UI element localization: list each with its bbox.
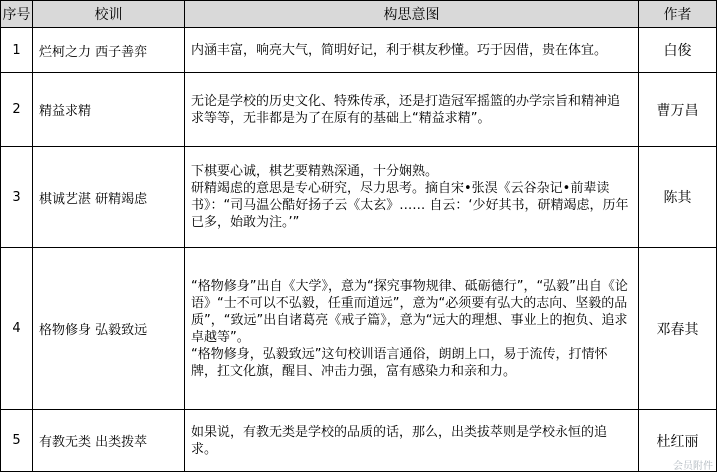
header-concept: 构思意图 <box>185 1 639 28</box>
row-author: 邓春其 <box>639 248 717 410</box>
row-concept <box>185 248 639 410</box>
row-motto: 烂柯之力 西子善弈 <box>33 28 185 73</box>
header-motto: 校训 <box>33 1 185 28</box>
row-index: 4 <box>1 248 33 410</box>
row-index: 2 <box>1 73 33 147</box>
concept-paragraph: 研精竭虑的意思是专心研究，尽力思考。摘自宋•张淏《云谷杂记•前辈读书》：“司马温公酷好扬子云《太玄》…… 自云：‘少好其书，研精竭虑，历年已多，始敢为注。’” <box>191 181 629 230</box>
row-index: 5 <box>1 410 33 472</box>
row-concept <box>185 28 639 73</box>
concept-paragraph: “格物修身”出自《大学》，意为“探究事物规律、砥砺德行”，“弘毅”出自《论语》“士不可以不弘毅，任重而道远”，意为“必须要有弘大的志向、坚毅的品质”，“致远”出自诸葛亮《戒子篇》，意为“远大的理想、事业上的抱负、追求卓越等”。 <box>191 278 628 345</box>
concept-paragraph: 内涵丰富，响亮大气，简明好记，利于棋友秒懂。巧于因借，贵在体宜。 <box>191 42 608 58</box>
row-concept <box>185 410 639 472</box>
table-row <box>1 28 717 73</box>
row-index: 3 <box>1 147 33 248</box>
concept-paragraph: 无论是学校的历史文化、特殊传承，还是打造冠军摇篮的办学宗旨和精神追求等等，无非都是为了在原有的基础上“精益求精”。 <box>191 93 621 126</box>
table-row <box>1 147 717 248</box>
row-index: 1 <box>1 28 33 73</box>
concept-paragraph: 如果说，有教无类是学校的品质的话，那么，出类拔萃则是学校永恒的追求。 <box>191 424 608 457</box>
table-row <box>1 410 717 472</box>
row-author: 白俊 <box>639 28 717 73</box>
watermark-text: 会员附件 <box>673 461 713 472</box>
concept-paragraph: “格物修身，弘毅致远”这句校训语言通俗，朗朗上口，易于流传，打情怀牌，扛文化旗，醒目、冲击力强，富有感染力和亲和力。 <box>191 346 608 379</box>
table-row <box>1 73 717 147</box>
row-author: 杜红丽 <box>639 410 717 472</box>
row-motto: 有教无类 出类拨萃 <box>33 410 185 472</box>
row-concept <box>185 147 639 248</box>
row-motto: 棋诚艺湛 研精竭虑 <box>33 147 185 248</box>
concept-paragraph: 下棋要心诚，棋艺要精熟深通，十分娴熟。 <box>191 164 439 179</box>
row-motto: 精益求精 <box>33 73 185 147</box>
row-concept <box>185 73 639 147</box>
header-row <box>1 1 717 28</box>
row-author: 曹万昌 <box>639 73 717 147</box>
header-index: 序号 <box>1 1 33 28</box>
row-author: 陈其 <box>639 147 717 248</box>
row-motto: 格物修身 弘毅致远 <box>33 248 185 410</box>
header-author: 作者 <box>639 1 717 28</box>
table-row <box>1 248 717 410</box>
